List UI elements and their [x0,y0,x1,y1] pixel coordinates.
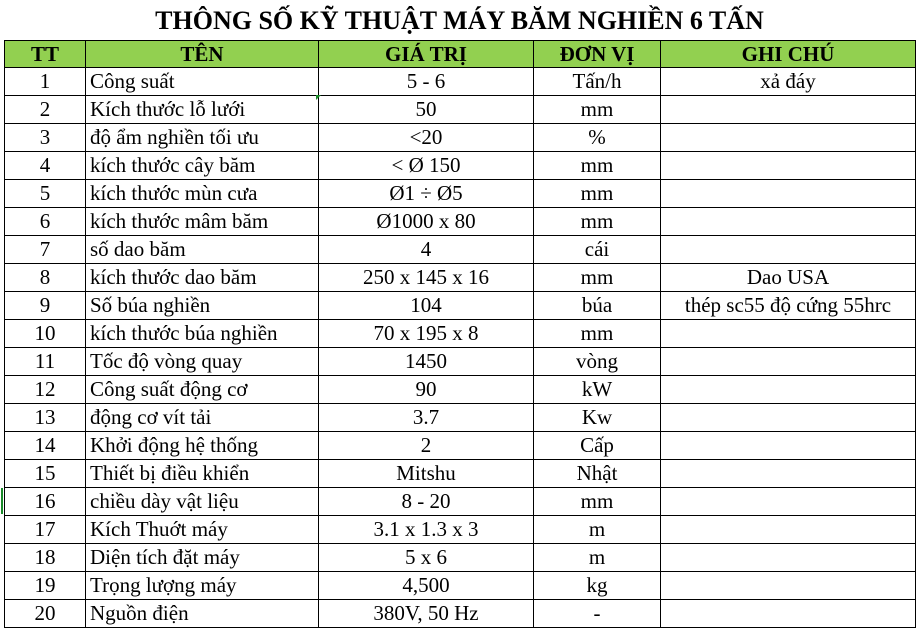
cell-don-vi[interactable]: mm [534,208,661,236]
cell-ten[interactable]: động cơ vít tải [86,404,319,432]
table-row [5,208,916,236]
cell-ghi-chu[interactable]: thép sc55 độ cứng 55hrc [661,292,916,320]
header-tt[interactable]: TT [5,41,86,68]
cell-don-vi[interactable]: cái [534,236,661,264]
cell-tt[interactable]: 3 [5,124,86,152]
cell-ten[interactable]: Công suất [86,68,319,96]
cell-ghi-chu[interactable] [661,348,916,376]
cell-don-vi[interactable]: Nhật [534,460,661,488]
cell-don-vi[interactable]: Kw [534,404,661,432]
cell-gia-tri[interactable]: 50 [319,96,534,124]
cell-ghi-chu[interactable] [661,152,916,180]
cell-ten[interactable]: kích thước mùn cưa [86,180,319,208]
table-row [5,180,916,208]
table-row [5,544,916,572]
cell-gia-tri[interactable]: 250 x 145 x 16 [319,264,534,292]
cell-ten[interactable]: độ ẩm nghiền tối ưu [86,124,319,152]
cell-tt[interactable]: 7 [5,236,86,264]
header-ghi-chu[interactable]: GHI CHÚ [661,41,916,68]
header-gia-tri[interactable]: GIÁ TRỊ [319,41,534,68]
cell-tt[interactable]: 13 [5,404,86,432]
cell-don-vi[interactable]: Tấn/h [534,68,661,96]
cell-ten[interactable]: Diện tích đặt máy [86,544,319,572]
cell-ghi-chu[interactable]: xả đáy [661,68,916,96]
cell-gia-tri[interactable]: 4 [319,236,534,264]
cell-ten[interactable]: Số búa nghiền [86,292,319,320]
cell-ten[interactable]: kích thước cây băm [86,152,319,180]
cell-ghi-chu[interactable] [661,208,916,236]
cell-gia-tri[interactable]: <20 [319,124,534,152]
cell-ten[interactable]: Tốc độ vòng quay [86,348,319,376]
cell-don-vi[interactable]: % [534,124,661,152]
cell-don-vi[interactable]: mm [534,488,661,516]
header-don-vi[interactable]: ĐƠN VỊ [534,41,661,68]
cell-don-vi[interactable]: mm [534,180,661,208]
cell-don-vi[interactable]: kW [534,376,661,404]
cell-tt[interactable]: 11 [5,348,86,376]
cell-don-vi[interactable]: Cấp [534,432,661,460]
table-row [5,96,916,124]
table-row [5,152,916,180]
cell-ten[interactable]: số dao băm [86,236,319,264]
cell-gia-tri[interactable]: 2 [319,432,534,460]
cell-ghi-chu[interactable] [661,544,916,572]
cell-gia-tri[interactable]: < Ø 150 [319,152,534,180]
cell-don-vi[interactable]: mm [534,320,661,348]
cell-gia-tri[interactable]: Ø1000 x 80 [319,208,534,236]
table-row [5,376,916,404]
table-row [5,516,916,544]
cell-tt[interactable]: 9 [5,292,86,320]
cell-gia-tri[interactable]: Ø1 ÷ Ø5 [319,180,534,208]
cell-don-vi[interactable]: mm [534,96,661,124]
cell-tt[interactable]: 12 [5,376,86,404]
cell-gia-tri[interactable]: 104 [319,292,534,320]
cell-tt[interactable]: 19 [5,572,86,600]
cell-tt[interactable]: 17 [5,516,86,544]
table-row [5,488,916,516]
spec-table [4,40,916,628]
cell-gia-tri[interactable]: 380V, 50 Hz [319,600,534,628]
cell-don-vi[interactable]: m [534,544,661,572]
cell-tt[interactable]: 16 [5,488,86,516]
cell-ghi-chu[interactable] [661,516,916,544]
cell-tt[interactable]: 15 [5,460,86,488]
cell-ten[interactable]: kích thước búa nghiền [86,320,319,348]
cell-tt[interactable]: 14 [5,432,86,460]
cell-don-vi[interactable]: mm [534,152,661,180]
cell-tt[interactable]: 20 [5,600,86,628]
cell-don-vi[interactable]: m [534,516,661,544]
cell-don-vi[interactable]: mm [534,264,661,292]
cell-ghi-chu[interactable] [661,600,916,628]
cell-ghi-chu[interactable] [661,404,916,432]
cell-ten[interactable]: Kích thước lỗ lưới [86,96,319,124]
cell-ten[interactable]: Nguồn điện [86,600,319,628]
table-row [5,264,916,292]
table-row [5,572,916,600]
cell-gia-tri[interactable]: 8 - 20 [319,488,534,516]
cell-tt[interactable]: 10 [5,320,86,348]
cell-gia-tri[interactable]: Mitshu [319,460,534,488]
cell-ten[interactable]: kích thước mâm băm [86,208,319,236]
cell-don-vi[interactable]: - [534,600,661,628]
cell-ghi-chu[interactable] [661,180,916,208]
cell-tt[interactable]: 2 [5,96,86,124]
cell-don-vi[interactable]: búa [534,292,661,320]
cell-tt[interactable]: 18 [5,544,86,572]
cell-ghi-chu[interactable] [661,460,916,488]
cell-ghi-chu[interactable] [661,320,916,348]
table-row [5,236,916,264]
cell-tt[interactable]: 8 [5,264,86,292]
cell-comment-marker [316,95,321,100]
cell-ten[interactable]: Khởi động hệ thống [86,432,319,460]
table-row [5,124,916,152]
cell-ten[interactable]: Trọng lượng máy [86,572,319,600]
cell-ghi-chu[interactable] [661,432,916,460]
cell-tt[interactable]: 4 [5,152,86,180]
cell-gia-tri[interactable]: 90 [319,376,534,404]
cell-gia-tri[interactable]: 70 x 195 x 8 [319,320,534,348]
header-row [5,41,916,68]
cell-gia-tri[interactable]: 5 - 6 [319,68,534,96]
cell-gia-tri[interactable]: 5 x 6 [319,544,534,572]
cell-ghi-chu[interactable] [661,236,916,264]
cell-ten[interactable]: Kích Thuớt máy [86,516,319,544]
table-row [5,292,916,320]
table-row [5,68,916,96]
table-row [5,432,916,460]
table-row [5,320,916,348]
cell-tt[interactable]: 6 [5,208,86,236]
table-row [5,460,916,488]
table-row [5,348,916,376]
cell-don-vi[interactable]: kg [534,572,661,600]
cell-ghi-chu[interactable]: Dao USA [661,264,916,292]
cell-gia-tri[interactable]: 4,500 [319,572,534,600]
cell-ten[interactable]: chiều dày vật liệu [86,488,319,516]
cell-ghi-chu[interactable] [661,376,916,404]
row-indicator [1,488,3,514]
cell-ghi-chu[interactable] [661,96,916,124]
cell-ghi-chu[interactable] [661,572,916,600]
cell-ghi-chu[interactable] [661,124,916,152]
cell-tt[interactable]: 5 [5,180,86,208]
header-ten[interactable]: TÊN [86,41,319,68]
cell-don-vi[interactable]: vòng [534,348,661,376]
cell-ten[interactable]: Thiết bị điều khiển [86,460,319,488]
table-row [5,404,916,432]
cell-ten[interactable]: Công suất động cơ [86,376,319,404]
page-title: THÔNG SỐ KỸ THUẬT MÁY BĂM NGHIỀN 6 TẤN [155,6,764,35]
table-row [5,600,916,628]
cell-tt[interactable]: 1 [5,68,86,96]
cell-gia-tri[interactable]: 3.1 x 1.3 x 3 [319,516,534,544]
cell-gia-tri[interactable]: 3.7 [319,404,534,432]
cell-gia-tri[interactable]: 1450 [319,348,534,376]
cell-ghi-chu[interactable] [661,488,916,516]
cell-ten[interactable]: kích thước dao băm [86,264,319,292]
